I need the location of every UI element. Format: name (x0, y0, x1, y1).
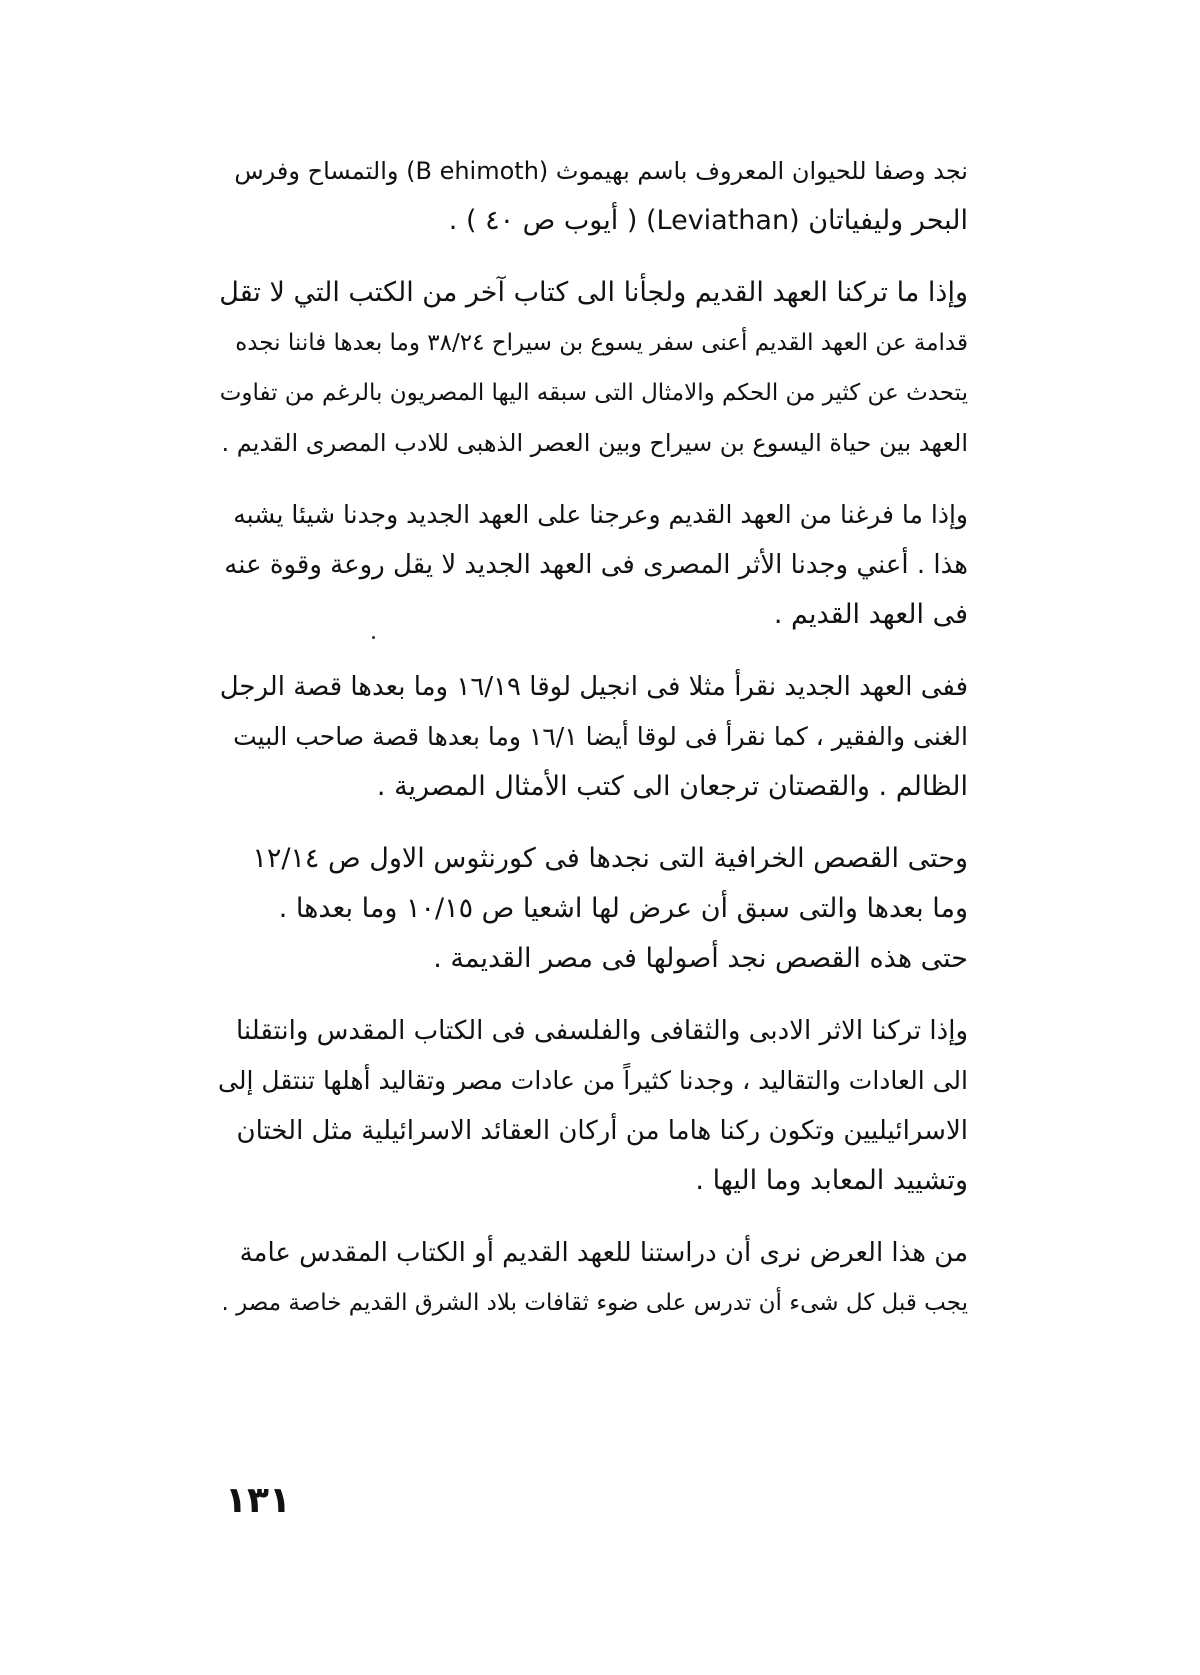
scan-speck (372, 636, 375, 639)
text-line: البحر وليفياتان (Leviathan) ( أيوب ص ٤٠ ) . (448, 205, 968, 236)
paragraph-2 (218, 268, 968, 468)
text-line: العهد بين حياة اليسوع بن سيراح وبين العصر الذهبى للادب المصرى القديم . (221, 429, 968, 457)
text-line: يتحدث عن كثير من الحكم والامثال التى سبقه اليها المصريون بالرغم من تفاوت (219, 380, 968, 406)
text-line: وتشييد المعابد وما اليها . (695, 1165, 968, 1196)
text-line: وإذا ما تركنا العهد القديم ولجأنا الى كتاب آخر من الكتب التي لا تقل (219, 277, 968, 308)
text-line: وما بعدها والتى سبق أن عرض لها اشعيا ص ١٠/١٥ وما بعدها . (278, 893, 968, 924)
text-line: من هذا العرض نرى أن دراستنا للعهد القديم أو الكتاب المقدس عامة (239, 1238, 968, 1268)
body-text (218, 146, 968, 1328)
text-line: قدامة عن العهد القديم أعنى سفر يسوع بن سيراح ٣٨/٢٤ وما بعدها فاننا نجده (235, 330, 968, 356)
paragraph-1 (218, 146, 968, 246)
paragraph-7 (218, 1228, 968, 1328)
text-line: نجد وصفا للحيوان المعروف باسم بهيموث (B ehimoth) والتمساح وفرس (234, 157, 968, 185)
text-line: وإذا تركنا الاثر الادبى والثقافى والفلسفى فى الكتاب المقدس وانتقلنا (235, 1016, 968, 1046)
text-line: وحتى القصص الخرافية التى نجدها فى كورنثوس الاول ص ١٢/١٤ (252, 843, 968, 874)
text-line: الاسرائيليين وتكون ركنا هاما من أركان العقائد الاسرائيلية مثل الختان (236, 1116, 968, 1146)
text-line: الى العادات والتقاليد ، وجدنا كثيراً من عادات مصر وتقاليد أهلها تنتقل إلى (218, 1066, 968, 1095)
text-line: الغنى والفقير ، كما نقرأ فى لوقا أيضا ١٦/١ وما بعدها قصة صاحب البيت (233, 722, 968, 751)
paragraph-3 (218, 490, 968, 640)
text-line: يجب قبل كل شىء أن تدرس على ضوء ثقافات بلاد الشرق القديم خاصة مصر . (221, 1290, 968, 1316)
page-number: ١٣١ (225, 1480, 291, 1521)
text-line: هذا . أعني وجدنا الأثر المصرى فى العهد الجديد لا يقل روعة وقوة عنه (224, 550, 968, 580)
paragraph-4 (218, 662, 968, 812)
text-line: الظالم . والقصتان ترجعان الى كتب الأمثال المصرية . (376, 771, 968, 802)
text-line: ففى العهد الجديد نقرأ مثلا فى انجيل لوقا ١٦/١٩ وما بعدها قصة الرجل (219, 672, 968, 702)
paragraph-6 (218, 1006, 968, 1206)
text-line: فى العهد القديم . (773, 599, 968, 630)
text-line: حتى هذه القصص نجد أصولها فى مصر القديمة . (433, 943, 968, 974)
text-line: وإذا ما فرغنا من العهد القديم وعرجنا على العهد الجديد وجدنا شيئا يشبه (233, 500, 968, 529)
paragraph-5 (218, 834, 968, 984)
